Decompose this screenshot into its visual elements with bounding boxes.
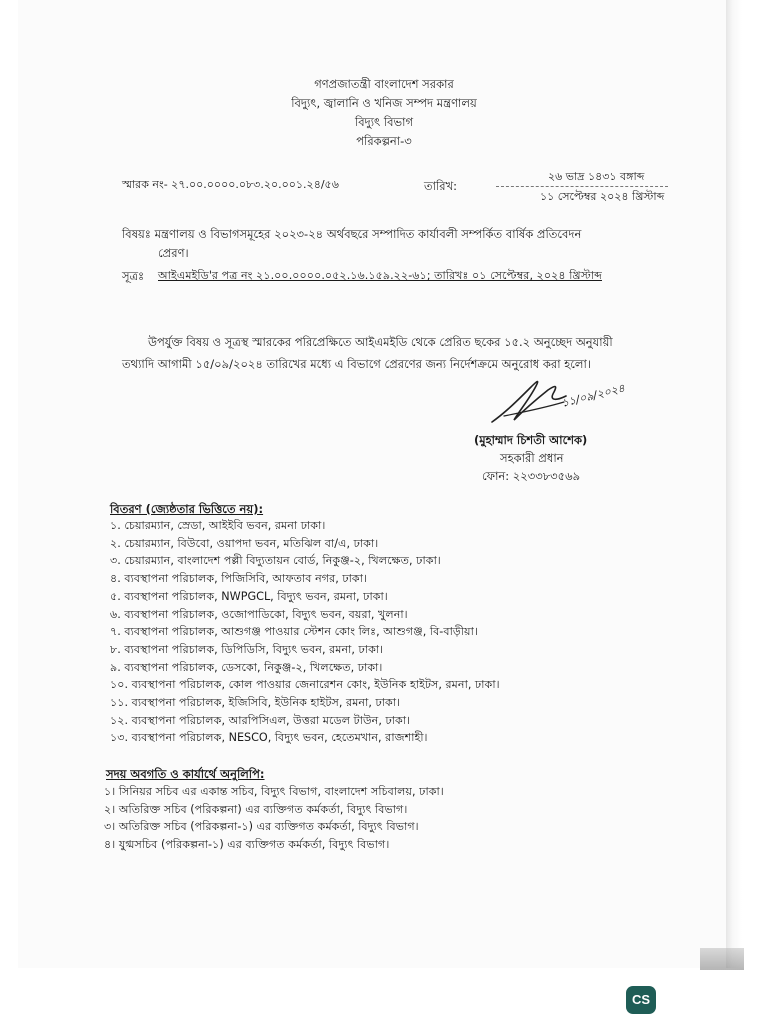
subject-line-1: বিষয়ঃ মন্ত্রণালয় ও বিভাগসমূহের ২০২৩-২৪ অর্থবছরে সম্পাদিত কার্যাবলী সম্পর্কিত বার্ষিক প্রতিবেদন [122, 227, 582, 241]
list-item: ১২. ব্যবস্থাপনা পরিচালক, আরপিসিএল, উত্তরা মডেল টাউন, ঢাকা। [110, 713, 411, 727]
date-bangla: ২৬ ভাদ্র ১৪৩১ বঙ্গাব্দ [548, 170, 645, 183]
govt-title: গণপ্রজাতন্ত্রী বাংলাদেশ সরকার [314, 77, 454, 91]
body-line-2: তথ্যাদি আগামী ১৫/০৯/২০২৪ তারিখের মধ্যে এ বিভাগে প্রেরণের জন্য নির্দেশক্রমে অনুরোধ করা হলো। [122, 357, 591, 371]
list-item: ৪. ব্যবস্থাপনা পরিচালক, পিজিসিবি, আফতাব নগর, ঢাকা। [110, 572, 367, 586]
distribution-heading: বিতরণ (জ্যেষ্ঠতার ভিত্তিতে নয়): [110, 502, 264, 516]
list-item: ৩। অতিরিক্ত সচিব (পরিকল্পনা-১) এর ব্যক্তিগত কর্মকর্তা, বিদ্যুৎ বিভাগ। [104, 820, 419, 834]
list-item: ৫. ব্যবস্থাপনা পরিচালক, NWPGCL, বিদ্যুৎ ভবন, রমনা, ঢাকা। [110, 589, 388, 603]
reference-text: আইএমইডি'র পত্র নং ২১.০০.০০০০.০৫২.১৬.১৫৯.২২-৬১; তারিখঃ ০১ সেপ্টেম্বর, ২০২৪ খ্রিস্টাব্দ [158, 269, 602, 282]
date-label: তারিখ: [424, 179, 458, 193]
ministry-title: বিদ্যুৎ, জ্বালানি ও খনিজ সম্পদ মন্ত্রণালয় [291, 96, 477, 110]
list-item: ১১. ব্যবস্থাপনা পরিচালক, ইজিসিবি, ইউনিক হাইটস, রমনা, ঢাকা। [110, 696, 401, 710]
list-item: ৪। যুগ্মসচিব (পরিকল্পনা-১) এর ব্যক্তিগত কর্মকর্তা, বিদ্যুৎ বিভাগ। [104, 838, 390, 852]
copies-list [104, 783, 444, 854]
date-divider [496, 186, 668, 187]
date-english: ১১ সেপ্টেম্বর ২০২৪ খ্রিস্টাব্দ [540, 190, 665, 203]
memo-number: স্মারক নং- ২৭.০০.০০০০.০৮৩.২০.০০১.২৪/৫৬ [122, 178, 339, 191]
signatory-designation: সহকারী প্রধান [500, 451, 564, 465]
list-item: ৯. ব্যবস্থাপনা পরিচালক, ডেসকো, নিকুঞ্জ-২, খিলক্ষেত, ঢাকা। [110, 660, 383, 674]
signatory-phone: ফোন: ২২৩৩৮৩৫৬৯ [482, 469, 581, 483]
distribution-list [110, 517, 500, 747]
section-title: পরিকল্পনা-৩ [356, 134, 412, 148]
page-corner-shadow [700, 948, 744, 970]
list-item: ১। সিনিয়র সচিব এর একান্ত সচিব, বিদ্যুৎ বিভাগ, বাংলাদেশ সচিবালয়, ঢাকা। [104, 785, 444, 798]
signatory-name: (মুহাম্মাদ চিশতী আশেক) [474, 433, 588, 447]
reference-label: সূত্রঃ [122, 269, 145, 283]
list-item: ৩. চেয়ারম্যান, বাংলাদেশ পল্লী বিদ্যুতায়ন বোর্ড, নিকুঞ্জ-২, খিলক্ষেত, ঢাকা। [110, 554, 441, 568]
list-item: ২। অতিরিক্ত সচিব (পরিকল্পনা) এর ব্যক্তিগত কর্মকর্তা, বিদ্যুৎ বিভাগ। [104, 802, 408, 816]
list-item: ৭. ব্যবস্থাপনা পরিচালক, আশুগঞ্জ পাওয়ার স্টেশন কোং লিঃ, আশুগঞ্জ, বি-বাড়ীয়া। [110, 625, 478, 639]
division-title: বিদ্যুৎ বিভাগ [354, 115, 413, 129]
list-item: ২. চেয়ারম্যান, বিউবো, ওয়াপদা ভবন, মতিঝিল বা/এ, ঢাকা। [110, 536, 379, 550]
list-item: ১০. ব্যবস্থাপনা পরিচালক, কোল পাওয়ার জেনারেশন কোং, ইউনিক হাইটস, রমনা, ঢাকা। [110, 678, 500, 692]
signature-date: ১১/০৯/২০২৪ [560, 381, 627, 410]
list-item: ৮. ব্যবস্থাপনা পরিচালক, ডিপিডিসি, বিদ্যুৎ ভবন, রমনা, ঢাকা। [110, 642, 384, 656]
copies-heading: সদয় অবগতি ও কার্যার্থে অনুলিপি: [106, 767, 265, 781]
subject-line-2: প্রেরণ। [158, 246, 189, 260]
body-line-1: উপর্যুক্ত বিষয় ও সূত্রস্থ স্মারকের পরিপ্রেক্ষিতে আইএমইডি থেকে প্রেরিত ছকের ১৫.২ অনুচ্ছেদ অনুযায়ী [148, 335, 613, 349]
camscanner-logo-icon: CS [626, 986, 656, 1014]
list-item: ৬. ব্যবস্থাপনা পরিচালক, ওজোপাডিকো, বিদ্যুৎ ভবন, বয়রা, খুলনা। [110, 607, 408, 621]
list-item: ১. চেয়ারম্যান, স্রেডা, আইইবি ভবন, রমনা ঢাকা। [110, 519, 326, 532]
list-item: ১৩. ব্যবস্থাপনা পরিচালক, NESCO, বিদ্যুৎ ভবন, হেতেমখান, রাজশাহী। [110, 731, 428, 745]
